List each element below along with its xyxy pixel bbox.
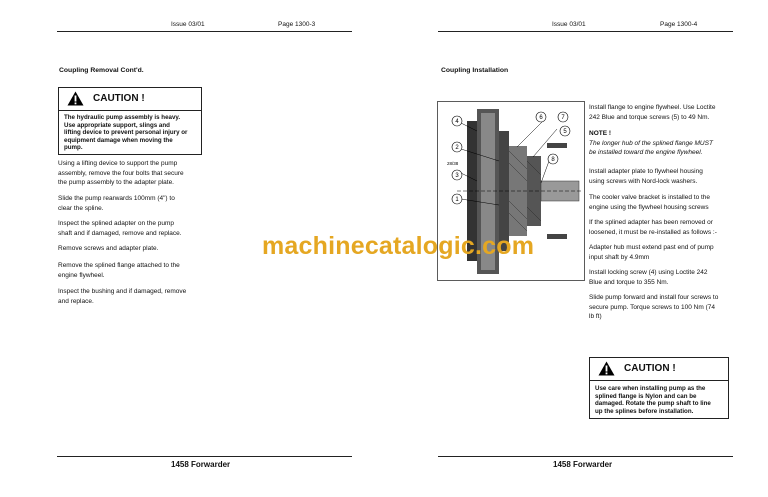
left-caution-title: CAUTION ! — [93, 93, 145, 104]
left-caution-line: equipment damage when moving the — [64, 136, 173, 144]
left-page-number: Page 1300-3 — [278, 21, 316, 28]
callout-label: 28/38 — [447, 161, 459, 166]
right-note: NOTE ! The longer hub of the splined flange MUST be installed toward the engine flywheel. — [589, 130, 713, 156]
left-caution-line: pump. — [64, 144, 83, 151]
left-paragraph: Inspect the splined adapter on the pump shaft and if damaged, remove and replace. — [58, 220, 182, 237]
right-section-title: Coupling Installation — [441, 67, 509, 74]
right-caution-box — [589, 357, 729, 419]
left-caution-line: The hydraulic pump assembly is heavy. — [64, 114, 181, 121]
right-caution-line: up the splines before installation. — [595, 407, 694, 415]
warning-icon — [67, 91, 84, 106]
right-page-number: Page 1300-4 — [660, 21, 698, 28]
right-paragraph: Slide pump forward and install four screws to secure pump. Torque screws to 100 Nm (74 lb ft) — [589, 294, 719, 320]
left-caution-line: lifting device to prevent personal injury or — [64, 129, 188, 136]
right-caution-line: Use care when installing pump as the — [595, 385, 706, 392]
callout-label: 2 — [455, 145, 459, 151]
right-caution-line: damaged. Rotate the pump shaft to line — [595, 400, 711, 407]
left-header-rule — [57, 31, 352, 32]
callout-label: 4 — [455, 119, 459, 125]
callout-label: 3 — [455, 173, 459, 179]
left-paragraph: Remove screws and adapter plate. — [58, 245, 159, 252]
right-caution-line: splined flange is Nylon and can be — [595, 392, 697, 400]
right-caution-title: CAUTION ! — [624, 363, 676, 374]
callout-label: 6 — [539, 115, 543, 121]
left-footer: 1458 Forwarder — [171, 460, 231, 469]
right-footer: 1458 Forwarder — [553, 460, 613, 469]
callout-label: 1 — [455, 197, 459, 203]
callout-label: 7 — [561, 115, 565, 121]
left-caution-box — [58, 87, 202, 155]
callout-label: 5 — [563, 129, 567, 135]
left-issue: Issue 03/01 — [171, 21, 205, 28]
right-paragraph: If the splined adapter has been removed or loosened, it must be re-installed as follows :- — [589, 219, 717, 236]
right-issue: Issue 03/01 — [552, 21, 586, 28]
right-paragraph: Install adapter plate to flywheel housing using screws with Nord-lock washers. — [589, 168, 703, 185]
right-paragraph: Install flange to engine flywheel. Use Loctite 242 Blue and torque screws (5) to 49 Nm. — [589, 104, 716, 121]
left-section-title: Coupling Removal Cont'd. — [59, 67, 144, 74]
right-paragraph: Install locking screw (4) using Loctite 242 Blue and torque to 355 Nm. — [589, 269, 708, 286]
left-paragraph: Remove the splined flange attached to the engine flywheel. — [58, 262, 180, 279]
left-caution-line: Use appropriate support, slings and — [64, 121, 170, 129]
note-title: NOTE ! — [589, 130, 612, 137]
warning-icon — [598, 361, 615, 376]
right-paragraph: Adapter hub must extend past end of pump input shaft by 4.9mm — [589, 244, 714, 261]
right-header-rule — [438, 31, 733, 32]
watermark: machinecatalogic.com — [262, 232, 535, 260]
right-footer-rule — [438, 456, 733, 457]
left-paragraph: Slide the pump rearwards 100mm (4") to clear the spline. — [58, 195, 175, 212]
left-paragraph: Using a lifting device to support the pump assembly, remove the four bolts that secure the pump assembly to the adapter plate. — [58, 160, 184, 186]
callout-label: 8 — [551, 157, 555, 163]
left-footer-rule — [57, 456, 352, 457]
left-paragraph: Inspect the bushing and if damaged, remove and replace. — [58, 288, 187, 305]
right-paragraph: The cooler valve bracket is installed to the engine using the flywheel housing screws — [589, 194, 711, 211]
